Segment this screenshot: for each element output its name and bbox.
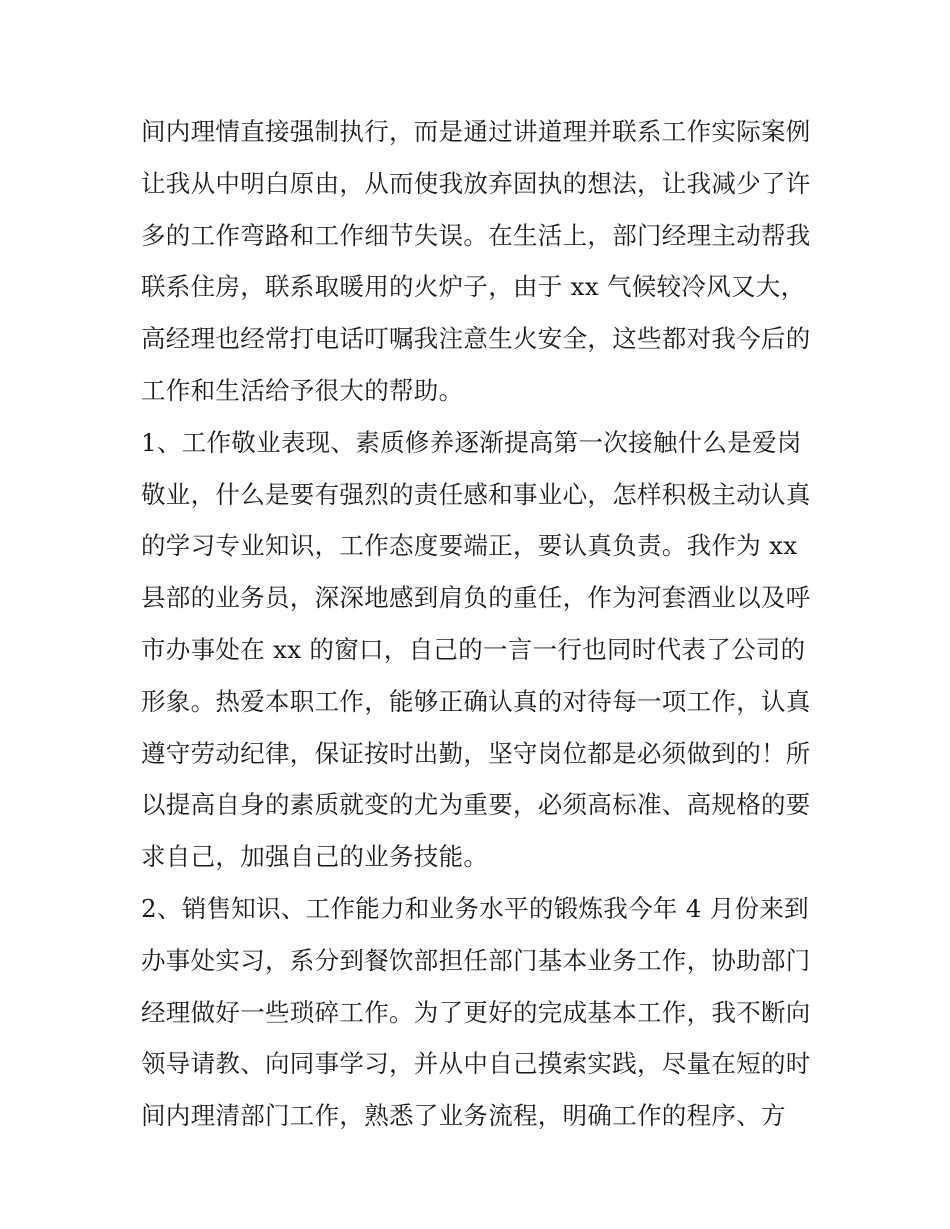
text-line: 遵守劳动纪律，保证按时出勤，坚守岗位都是必须做到的！所	[141, 738, 811, 768]
body-text	[141, 106, 821, 1142]
text-line: 2、销售知识、工作能力和业务水平的锻炼我今年 4 月份来到	[141, 893, 809, 923]
text-line: 领导请教、向同事学习，并从中自己摸索实践，尽量在短的时	[141, 1049, 811, 1079]
text-line: 求自己，加强自己的业务技能。	[141, 842, 489, 872]
text-line: 联系住房，联系取暖用的火炉子，由于 xx 气候较冷风又大，	[141, 272, 806, 302]
text-line: 的学习专业知识，工作态度要端正，要认真负责。我作为 xx	[141, 531, 798, 561]
text-line: 工作和生活给予很大的帮助。	[141, 375, 464, 405]
text-line: 形象。热爱本职工作，能够正确认真的对待每一项工作，认真	[141, 686, 811, 716]
text-line: 办事处实习，系分到餐饮部担任部门基本业务工作，协助部门	[141, 945, 811, 975]
text-line: 敬业，什么是要有强烈的责任感和事业心，怎样积极主动认真	[141, 479, 811, 509]
text-line: 1、工作敬业表现、素质修养逐渐提高第一次接触什么是爱岗	[141, 427, 802, 457]
text-line: 以提高自身的素质就变的尤为重要，必须高标准、高规格的要	[141, 790, 811, 820]
text-line: 间内理情直接强制执行，而是通过讲道理并联系工作实际案例	[141, 117, 811, 146]
text-line: 让我从中明白原由，从而使我放弃固执的想法，让我减少了许	[141, 168, 811, 198]
text-line: 经理做好一些琐碎工作。为了更好的完成基本工作，我不断向	[141, 997, 811, 1027]
text-line: 市办事处在 xx 的窗口，自己的一言一行也同时代表了公司的	[141, 634, 806, 664]
text-line: 高经理也经常打电话叮嘱我注意生火安全，这些都对我今后的	[141, 324, 811, 354]
text-line: 间内理清部门工作，熟悉了业务流程，明确工作的程序、方	[141, 1101, 786, 1131]
text-line: 县部的业务员，深深地感到肩负的重任，作为河套酒业以及呼	[141, 583, 811, 613]
text-line: 多的工作弯路和工作细节失误。在生活上，部门经理主动帮我	[141, 220, 811, 250]
